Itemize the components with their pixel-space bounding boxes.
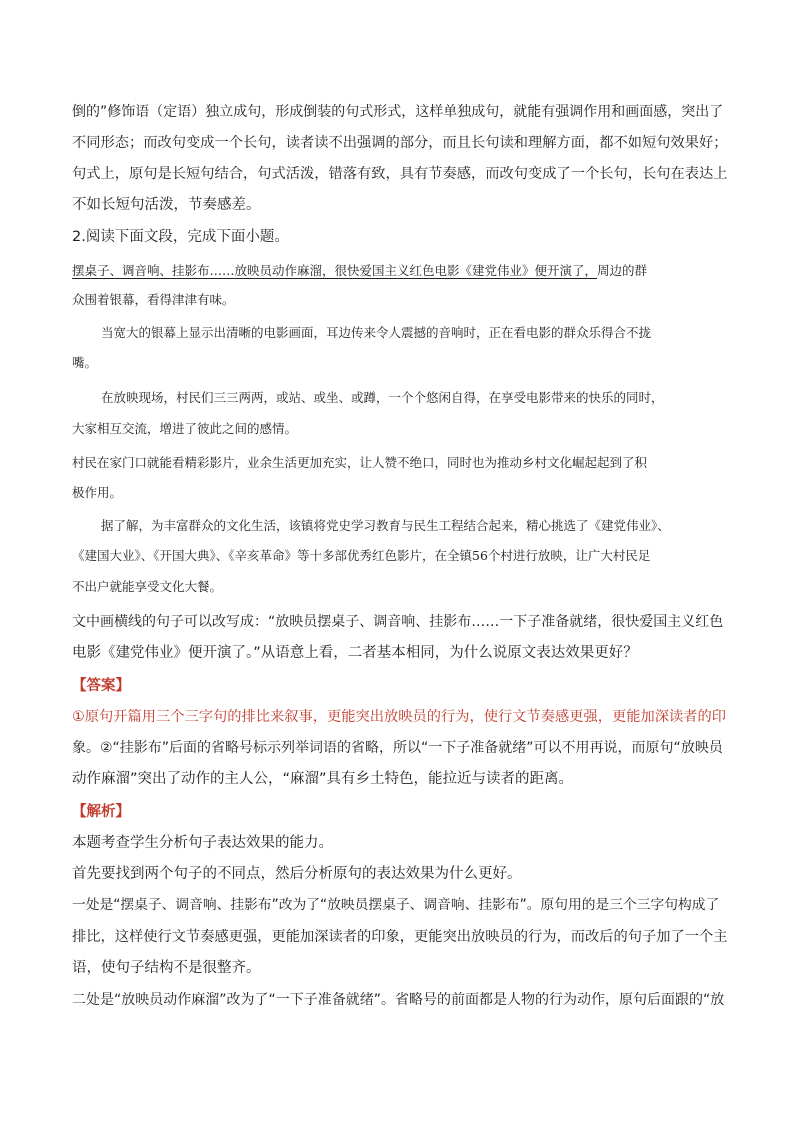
analysis-line-5: 语，使句子结构不是很整齐。 bbox=[72, 960, 261, 976]
passage-p4-line-2: 极作用。 bbox=[72, 485, 123, 500]
analysis-line-4: 排比，这样使行文节奏感更强，更能加深读者的印象，更能突出放映员的行为，而改后的句子加了一个主 bbox=[72, 929, 728, 945]
passage-p4-line-1: 村民在家门口就能看精彩影片，业余生活更加充实，让人赞不绝口，同时也为推动乡村文化崛起起到了积 bbox=[72, 455, 648, 470]
answer-line-1: ①原句开篇用三个三字句的排比来叙事，更能突出放映员的行为，使行文节奏感更强，更能加深读者的印 bbox=[72, 709, 727, 725]
analysis-line-3: 一处是“摆桌子、调音响、挂影布”改为了“放映员摆桌子、调音响、挂影布”。原句用的是三个三字句构成了 bbox=[72, 897, 720, 913]
analysis-label: 【解析】 bbox=[72, 804, 130, 820]
passage-line-1 bbox=[72, 263, 647, 279]
passage-p2-line-1: 当宽大的银幕上显示出清晰的电影画面，耳边传来令人震撼的音响时，正在看电影的群众乐得合不拢 bbox=[101, 325, 652, 340]
analysis-line-2: 首先要找到两个句子的不同点，然后分析原句的表达效果为什么更好。 bbox=[72, 866, 522, 882]
passage-p3-line-2: 大家相互交流，增进了彼此之间的感情。 bbox=[72, 421, 298, 436]
analysis-line-6: 二处是“放映员动作麻溜”改为了“一下子准备就绪”。省略号的前面都是人物的行为动作，原句后面跟的“放 bbox=[72, 992, 725, 1008]
passage-line-2: 众围着银幕，看得津津有味。 bbox=[72, 292, 235, 307]
analysis-prev-line-4: 不如长短句活泼，节奏感差。 bbox=[72, 197, 261, 213]
underlined-sentence: 摆桌子、调音响、挂影布……放映员动作麻溜，很快爱国主义红色电影《建党伟业》便开演了， bbox=[72, 263, 598, 278]
question-line-1: 文中画横线的句子可以改写成：“放映员摆桌子、调音响、挂影布……一下子准备就绪，很快爱国主义红色 bbox=[72, 614, 724, 630]
answer-line-2: 象。②“挂影布”后面的省略号标示列举词语的省略，所以“一下子准备就绪”可以不用再说，而原句“放映员 bbox=[72, 740, 723, 756]
analysis-prev-line-3: 句式上，原句是长短句结合，句式活泼，错落有致，具有节奏感，而改句变成了一个长句，长句在表达上 bbox=[72, 166, 728, 182]
answer-line-3: 动作麻溜”突出了动作的主人公，“麻溜”具有乡土特色，能拉近与读者的距离。 bbox=[72, 771, 574, 787]
passage-p2-line-2: 嘴。 bbox=[72, 355, 98, 370]
analysis-line-1: 本题考查学生分析句子表达效果的能力。 bbox=[72, 835, 333, 851]
passage-p5-line-2: 《建国大业》、《开国大典》、《辛亥革命》等十多部优秀红色影片，在全镇56个村进行放映，让广大村民足 bbox=[72, 548, 651, 563]
passage-p5-line-1: 据了解，为丰富群众的文化生活，该镇将党史学习教育与民生工程结合起来，精心挑选了《建党伟业》、 bbox=[101, 518, 670, 533]
answer-label: 【答案】 bbox=[72, 678, 130, 694]
question-line-2: 电影《建党伟业》便开演了。”从语意上看，二者基本相同，为什么说原文表达效果更好？ bbox=[72, 645, 638, 661]
passage-p5-line-3: 不出户就能享受文化大餐。 bbox=[72, 579, 223, 594]
passage-p3-line-1: 在放映现场，村民们三三两两，或站、或坐、或蹲，一个个悠闲自得，在享受电影带来的快乐的同时， bbox=[101, 390, 664, 405]
analysis-prev-line-2: 不同形态；而改句变成一个长句，读者读不出强调的部分，而且长句读和理解方面，都不如短句效果好； bbox=[72, 135, 728, 151]
analysis-prev-line-1: 倒的”修饰语（定语）独立成句，形成倒装的句式形式，这样单独成句，就能有强调作用和画面感，突出了 bbox=[72, 104, 724, 120]
question-intro: 2.阅读下面文段，完成下面小题。 bbox=[72, 229, 289, 245]
passage-line-1-rest: 周边的群 bbox=[597, 263, 648, 278]
